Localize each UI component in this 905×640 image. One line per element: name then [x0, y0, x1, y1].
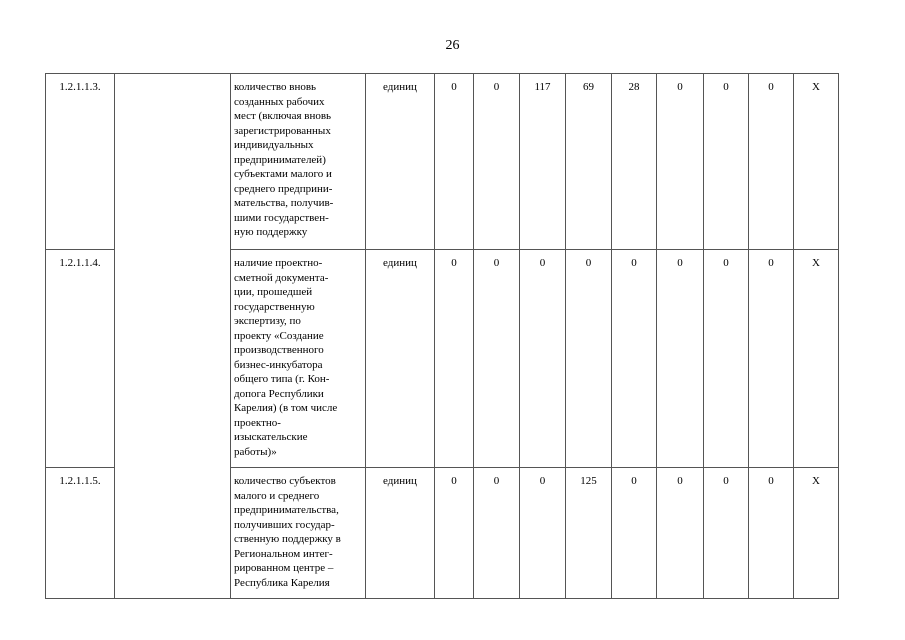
description-line: Республика Карелия	[234, 576, 330, 589]
row-value: 0	[435, 250, 474, 468]
merged-empty-cell	[115, 74, 231, 599]
row-value: 0	[435, 74, 474, 250]
description-line: ную поддержку	[234, 226, 308, 238]
description-line: рированном центре –	[234, 562, 334, 574]
row-mark: Х	[794, 250, 839, 468]
description-line: получивших государ-	[234, 518, 335, 531]
row-value: 0	[749, 74, 794, 250]
row-value: 0	[612, 468, 657, 599]
row-value: 0	[520, 250, 566, 468]
row-code: 1.2.1.1.4.	[46, 250, 115, 468]
description-line: ции, прошедшей	[234, 286, 313, 298]
row-description	[231, 74, 366, 250]
row-value: 0	[657, 74, 704, 250]
description-line: бизнес-инкубатора	[234, 358, 323, 371]
description-line: допога Республики	[234, 387, 324, 400]
row-value: 0	[749, 250, 794, 468]
description-line: наличие проектно-	[234, 257, 323, 269]
row-mark: Х	[794, 468, 839, 599]
row-description	[231, 468, 366, 599]
row-value: 0	[657, 468, 704, 599]
row-value: 0	[474, 250, 520, 468]
description-line: среднего предприни-	[234, 182, 333, 195]
description-line: созданных рабочих	[234, 95, 325, 108]
description-line: проектно-	[234, 416, 281, 429]
description-line: малого и среднего	[234, 489, 320, 502]
description-line: Карелия) (в том числе	[234, 402, 338, 414]
description-line: работы)»	[234, 445, 277, 458]
description-line: предпринимателей)	[234, 153, 326, 166]
row-value: 0	[435, 468, 474, 599]
row-value: 0	[474, 74, 520, 250]
row-code: 1.2.1.1.5.	[46, 468, 115, 599]
description-line: проекту «Создание	[234, 329, 324, 342]
indicator-table	[45, 73, 839, 599]
row-value: 0	[704, 74, 749, 250]
description-line: субъектами малого и	[234, 168, 332, 180]
row-value: 28	[612, 74, 657, 250]
description-line: количество вновь	[234, 81, 317, 93]
row-value: 0	[520, 468, 566, 599]
row-value: 0	[749, 468, 794, 599]
row-unit: единиц	[366, 468, 435, 599]
row-unit: единиц	[366, 74, 435, 250]
description-line: изыскательские	[234, 431, 308, 443]
table-row	[46, 74, 839, 250]
description-line: ственную поддержку в	[234, 533, 341, 545]
description-line: общего типа (г. Кон-	[234, 373, 330, 385]
description-line: сметной документа-	[234, 271, 329, 284]
row-value: 0	[704, 250, 749, 468]
row-value: 0	[657, 250, 704, 468]
description-line: индивидуальных	[234, 139, 314, 151]
description-line: экспертизу, по	[234, 315, 301, 327]
row-description	[231, 250, 366, 468]
row-value: 125	[566, 468, 612, 599]
row-value: 0	[612, 250, 657, 468]
description-line: количество субъектов	[234, 475, 336, 487]
description-line: шими государствен-	[234, 211, 329, 224]
description-line: зарегистрированных	[234, 124, 331, 137]
row-value: 69	[566, 74, 612, 250]
row-mark: Х	[794, 74, 839, 250]
description-line: мательства, получив-	[234, 197, 334, 209]
description-line: государственную	[234, 300, 315, 313]
row-value: 0	[704, 468, 749, 599]
row-code: 1.2.1.1.3.	[46, 74, 115, 250]
description-line: предпринимательства,	[234, 504, 339, 516]
page-number: 26	[445, 38, 460, 53]
description-line: производственного	[234, 344, 324, 356]
description-line: мест (включая вновь	[234, 110, 332, 122]
table-body	[46, 74, 839, 599]
row-unit: единиц	[366, 250, 435, 468]
row-value: 0	[474, 468, 520, 599]
row-value: 0	[566, 250, 612, 468]
description-line: Региональном интег-	[234, 547, 333, 560]
row-value: 117	[520, 74, 566, 250]
